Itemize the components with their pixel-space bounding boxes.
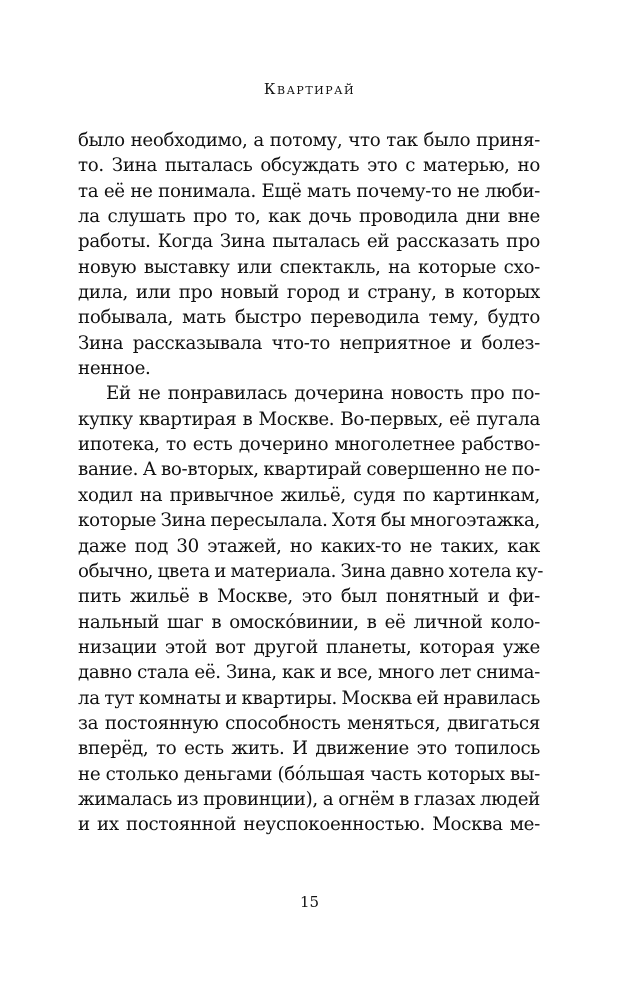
text-line: побывала, мать быстро переводила тему, будто — [78, 307, 540, 329]
text-line: вание. А во-вторых, квартирай совершенно не по- — [78, 459, 540, 481]
text-line: новую выставку или спектакль, на которые схо- — [78, 256, 540, 278]
text-line: ла слушать про то, как дочь проводила дни вне — [78, 206, 540, 228]
text-line: и их постоянной неуспокоенностью. Москва ме- — [78, 814, 540, 836]
text-line: жималась из провинции), а огнём в глазах людей — [78, 788, 540, 810]
text-line: ипотека, то есть дочерино многолетнее рабство- — [78, 434, 540, 456]
text-line: та её не понимала. Ещё мать почему-то не люби- — [78, 180, 540, 202]
running-head: Квартирай — [263, 80, 356, 98]
text-line: обычно, цвета и материала. Зина давно хотела ку- — [78, 560, 544, 582]
text-line: то. Зина пыталась обсуждать это с матерью, но — [78, 155, 540, 177]
text-line: работы. Когда Зина пыталась ей рассказать про — [78, 231, 540, 253]
text-line: пить жильё в Москве, это был понятный и фи- — [78, 586, 540, 608]
text-line: вперёд, то есть жить. И движение это топилось — [78, 738, 540, 760]
text-line: давно стала её. Зина, как и все, много лет снима- — [78, 662, 540, 684]
text-line: которые Зина пересылала. Хотя бы многоэтажка, — [78, 510, 540, 532]
text-line-paragraph-start: Ей не понравилась дочерина новость про по- — [106, 383, 540, 405]
text-line: было необходимо, а потому, что так было приня- — [78, 130, 540, 151]
text-line: ла тут комнаты и квартиры. Москва ей нравилась — [78, 687, 540, 709]
text-line-paragraph-end: ненное. — [78, 358, 151, 380]
text-line: дила, или про новый город и страну, в которых — [78, 282, 540, 304]
text-line: купку квартирая в Москве. Во-первых, её пугала — [78, 408, 540, 430]
page-body — [78, 128, 544, 838]
text-line: даже под 30 этажей, но каких-то не таких, как — [78, 535, 540, 557]
text-line: Зина рассказывала что-то неприятное и болез- — [78, 332, 540, 354]
text-line: не столько деньгами (бо́льшая часть которых вы- — [78, 763, 540, 785]
text-line: низации этой вот другой планеты, которая уже — [78, 636, 540, 658]
page-number: 15 — [299, 893, 320, 911]
text-line: за постоянную способность меняться, двигаться — [78, 712, 540, 734]
text-line: нальный шаг в омоско́винии, в её личной коло- — [78, 611, 540, 633]
text-line: ходил на привычное жильё, судя по картинкам, — [78, 484, 540, 506]
